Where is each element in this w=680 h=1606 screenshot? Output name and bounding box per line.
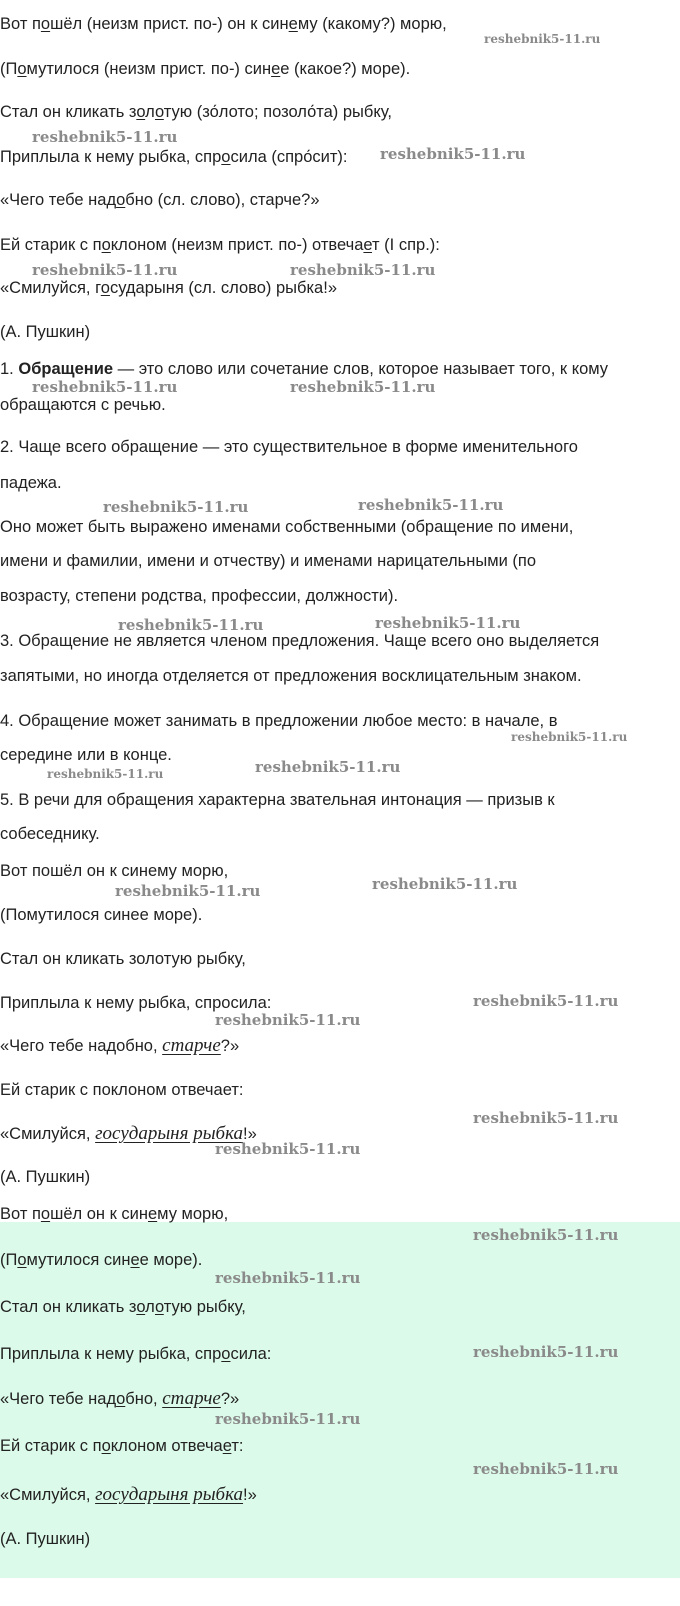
text: клоном (неизм прист. по-) отвеча xyxy=(110,236,364,254)
verse-line-3-answer xyxy=(0,1297,246,1317)
watermark: reshebnik5-11.ru xyxy=(47,767,164,781)
watermark: reshebnik5-11.ru xyxy=(290,378,436,396)
highlighted-letter: о xyxy=(17,1251,27,1269)
text: Стал он кликать з xyxy=(0,1298,137,1316)
text: Вот п xyxy=(0,15,41,33)
verse-line-4-address: Приплыла к нему рыбка, спросила: xyxy=(0,994,272,1012)
text: сударыня (сл. слово) рыбка!» xyxy=(109,279,337,297)
text: !» xyxy=(243,1125,257,1143)
verse-line-3-address: Стал он кликать золотую рыбку, xyxy=(0,950,246,968)
watermark: reshebnik5-11.ru xyxy=(32,128,178,146)
watermark: reshebnik5-11.ru xyxy=(511,730,628,744)
watermark: reshebnik5-11.ru xyxy=(372,875,518,893)
text: «Чего тебе надобно, xyxy=(0,1037,163,1055)
watermark: reshebnik5-11.ru xyxy=(380,145,526,163)
text: Стал он кликать з xyxy=(0,103,137,121)
text: сила: xyxy=(230,1345,272,1363)
highlighted-letter: е xyxy=(130,1251,140,1269)
text: шёл (неизм прист. по-) он к син xyxy=(50,15,289,33)
verse-line-4-analysis xyxy=(0,147,347,167)
text: е (какое?) море). xyxy=(280,60,411,78)
highlighted-letter: о xyxy=(221,148,231,166)
watermark: reshebnik5-11.ru xyxy=(215,1011,361,1029)
highlighted-letter: е xyxy=(271,60,281,78)
theory-point-4: 4. Обращение может занимать в предложении любое место: в начале, в xyxy=(0,712,558,730)
address-word: государыня рыбка xyxy=(95,1123,244,1144)
text: ?» xyxy=(220,1037,240,1055)
text: ?» xyxy=(220,1390,240,1408)
text: мутилося (неизм прист. по-) син xyxy=(26,60,272,78)
text: му морю, xyxy=(157,1205,229,1223)
text: тую рыбку, xyxy=(163,1298,246,1316)
theory-point-2b-line1: Оно может быть выражено именами собственными (обращение по имени, xyxy=(0,518,574,536)
text: мутилося син xyxy=(26,1251,131,1269)
text: «Смилуйся, xyxy=(0,1125,96,1143)
watermark: reshebnik5-11.ru xyxy=(375,614,521,632)
highlighted-letter: о xyxy=(116,1390,126,1408)
verse-line-5-address xyxy=(0,1036,239,1056)
highlighted-letter: о xyxy=(221,1345,231,1363)
author-attribution: (А. Пушкин) xyxy=(0,323,91,341)
highlighted-letter: е xyxy=(363,236,373,254)
text: му (какому?) морю, xyxy=(297,15,447,33)
watermark: reshebnik5-11.ru xyxy=(32,261,178,279)
author-attribution: (А. Пушкин) xyxy=(0,1168,91,1186)
theory-point-2b-line3: возрасту, степени родства, профессии, должности). xyxy=(0,587,399,605)
text: 1. xyxy=(0,360,19,378)
verse-line-5-answer xyxy=(0,1389,239,1409)
verse-line-7-address xyxy=(0,1124,257,1144)
highlighted-letter: о xyxy=(116,191,126,209)
verse-line-7-answer xyxy=(0,1485,257,1505)
watermark: reshebnik5-11.ru xyxy=(215,1140,361,1158)
highlighted-letter: о xyxy=(101,236,111,254)
text: Приплыла к нему рыбка, спр xyxy=(0,1345,222,1363)
verse-line-6-answer xyxy=(0,1436,244,1456)
author-attribution: (А. Пушкин) xyxy=(0,1530,91,1548)
verse-line-1-analysis xyxy=(0,14,447,34)
watermark: reshebnik5-11.ru xyxy=(32,378,178,396)
watermark: reshebnik5-11.ru xyxy=(215,1410,361,1428)
text: — это слово или сочетание слов, которое называет того, к кому xyxy=(113,360,609,378)
text: Приплыла к нему рыбка, спр xyxy=(0,148,222,166)
text: «Чего тебе над xyxy=(0,1390,117,1408)
theory-point-1 xyxy=(0,359,608,379)
text: клоном отвеча xyxy=(110,1437,223,1455)
watermark: reshebnik5-11.ru xyxy=(255,758,401,776)
text: т (I спр.): xyxy=(372,236,440,254)
watermark: reshebnik5-11.ru xyxy=(473,1343,619,1361)
text: л xyxy=(145,103,155,121)
text: «Смилуйся, г xyxy=(0,279,101,297)
term-bold: Обращение xyxy=(18,360,114,378)
verse-line-2-analysis xyxy=(0,59,410,79)
verse-line-6-analysis xyxy=(0,235,440,255)
watermark: reshebnik5-11.ru xyxy=(118,616,264,634)
watermark: reshebnik5-11.ru xyxy=(103,498,249,516)
text: бно (сл. слово), старче?» xyxy=(125,191,320,209)
text: сила (спро́сит): xyxy=(230,148,348,166)
verse-line-1-address: Вот пошёл он к синему морю, xyxy=(0,862,229,880)
watermark: reshebnik5-11.ru xyxy=(290,261,436,279)
watermark: reshebnik5-11.ru xyxy=(473,1109,619,1127)
theory-point-5-cont: собеседнику. xyxy=(0,825,100,843)
highlighted-letter: о xyxy=(136,1298,146,1316)
text: бно, xyxy=(125,1390,163,1408)
highlighted-letter: о xyxy=(136,103,146,121)
text: (П xyxy=(0,60,18,78)
highlighted-letter: е xyxy=(288,15,298,33)
highlighted-letter: о xyxy=(154,103,164,121)
text: !» xyxy=(243,1486,257,1504)
watermark: reshebnik5-11.ru xyxy=(358,496,504,514)
text: т: xyxy=(231,1437,244,1455)
highlighted-letter: е xyxy=(222,1437,232,1455)
theory-point-3-cont: запятыми, но иногда отделяется от предложения восклицательным знаком. xyxy=(0,667,582,685)
highlighted-letter: о xyxy=(17,60,27,78)
watermark: reshebnik5-11.ru xyxy=(115,882,261,900)
verse-line-2-answer xyxy=(0,1250,202,1270)
text: шёл он к син xyxy=(50,1205,148,1223)
theory-point-5: 5. В речи для обращения характерна звательная интонация — призыв к xyxy=(0,791,555,809)
verse-line-4-answer xyxy=(0,1344,271,1364)
verse-line-1-answer xyxy=(0,1204,228,1224)
highlighted-letter: о xyxy=(40,15,51,33)
text: Вот п xyxy=(0,1205,41,1223)
theory-point-2: 2. Чаще всего обращение — это существительное в форме именительного xyxy=(0,438,578,456)
verse-line-3-analysis xyxy=(0,102,392,122)
address-word: старче xyxy=(162,1035,221,1056)
address-word: государыня рыбка xyxy=(95,1484,244,1505)
theory-point-4-cont: середине или в конце. xyxy=(0,746,172,764)
text: (П xyxy=(0,1251,18,1269)
watermark: reshebnik5-11.ru xyxy=(473,1460,619,1478)
highlighted-letter: о xyxy=(40,1205,51,1223)
text: л xyxy=(145,1298,155,1316)
theory-point-2b-line2: имени и фамилии, имени и отчеству) и именами нарицательными (по xyxy=(0,552,536,570)
highlighted-letter: о xyxy=(100,279,110,297)
text: тую (зо́лото; позоло́та) рыбку, xyxy=(163,103,392,121)
watermark: reshebnik5-11.ru xyxy=(473,992,619,1010)
watermark: reshebnik5-11.ru xyxy=(484,32,601,46)
highlighted-letter: о xyxy=(101,1437,111,1455)
verse-line-7-analysis xyxy=(0,278,337,298)
watermark: reshebnik5-11.ru xyxy=(473,1226,619,1244)
verse-line-5-analysis xyxy=(0,190,320,210)
text: «Смилуйся, xyxy=(0,1486,96,1504)
text: «Чего тебе над xyxy=(0,191,117,209)
theory-point-3: 3. Обращение не является членом предложения. Чаще всего оно выделяется xyxy=(0,632,600,650)
watermark: reshebnik5-11.ru xyxy=(215,1269,361,1287)
text: е море). xyxy=(139,1251,203,1269)
verse-line-6-address: Ей старик с поклоном отвечает: xyxy=(0,1081,244,1099)
text: Ей старик с п xyxy=(0,236,102,254)
highlighted-letter: е xyxy=(147,1205,158,1223)
text: Ей старик с п xyxy=(0,1437,102,1455)
highlighted-letter: о xyxy=(154,1298,164,1316)
verse-line-2-address: (Помутилося синее море). xyxy=(0,906,203,924)
theory-point-1-cont: обращаются с речью. xyxy=(0,396,166,414)
address-word: старче xyxy=(162,1388,221,1409)
theory-point-2-cont: падежа. xyxy=(0,474,62,492)
